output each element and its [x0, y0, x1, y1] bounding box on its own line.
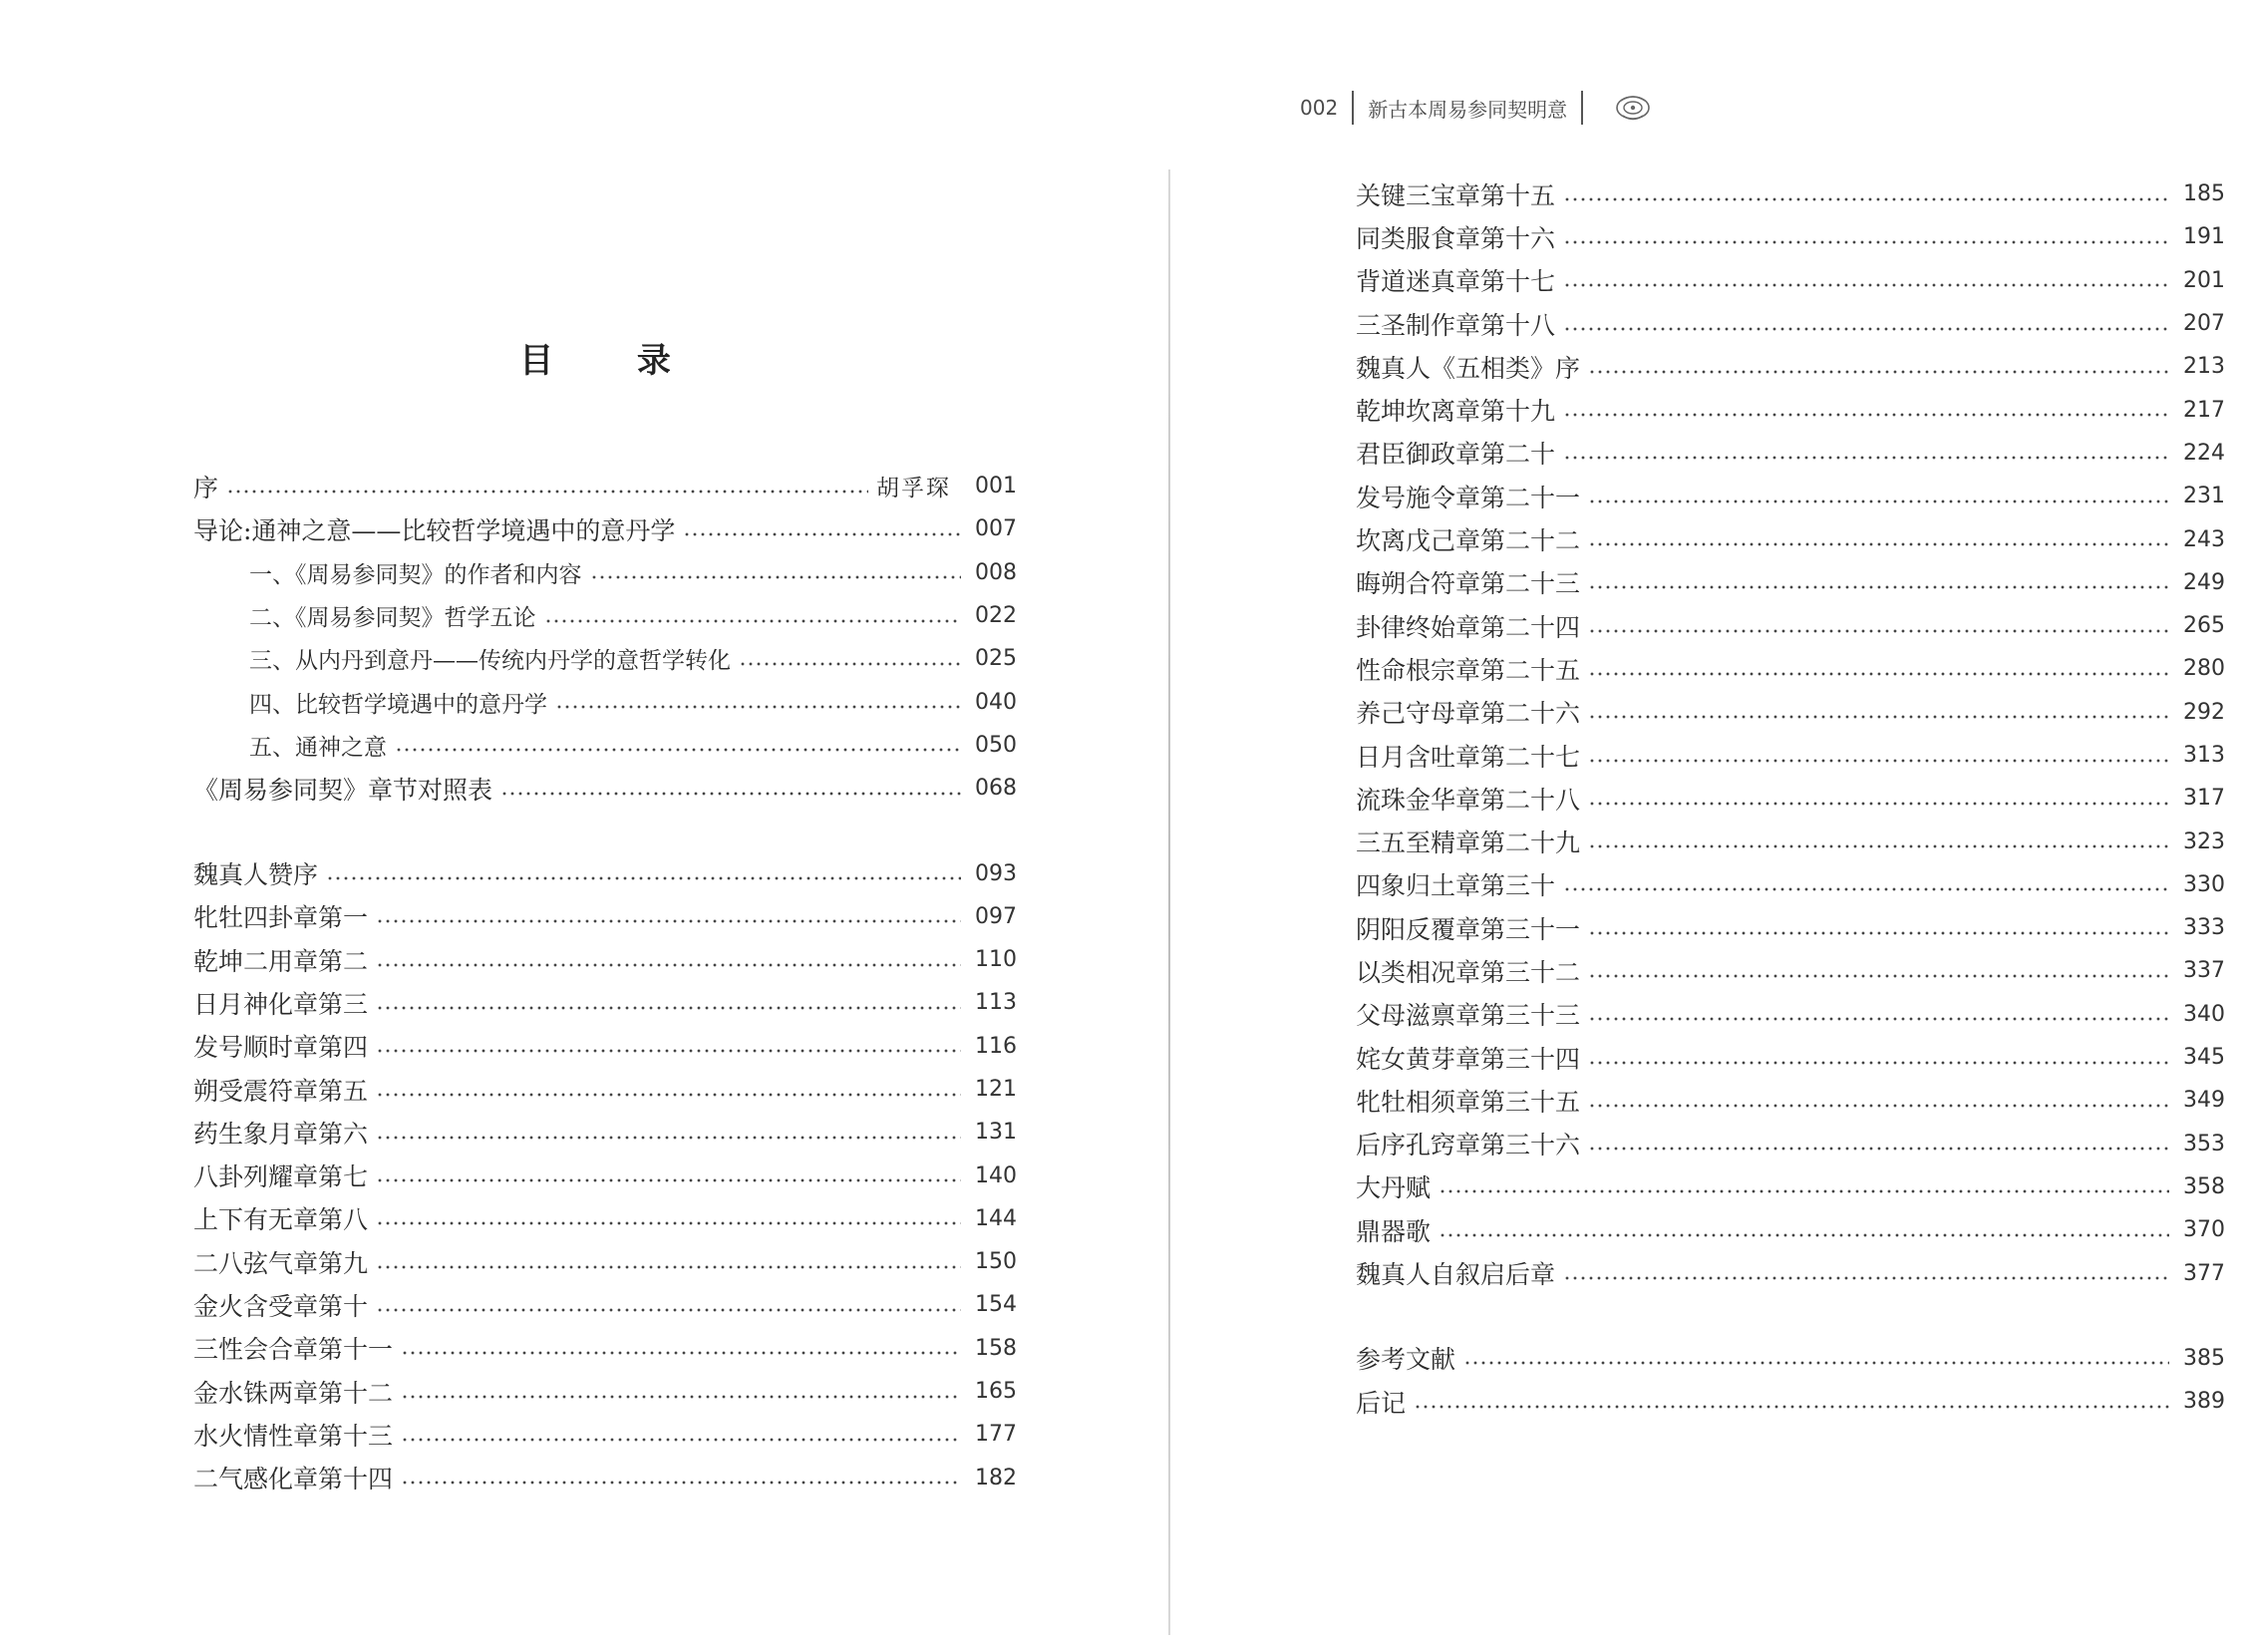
toc-dot-leader — [1463, 1361, 2169, 1365]
toc-entry — [193, 1413, 1017, 1456]
toc-title: 目 录 — [519, 341, 707, 381]
toc-entry-label: 魏真人赞序 — [193, 860, 319, 890]
toc-entry — [193, 1025, 1017, 1068]
toc-dot-leader — [1588, 715, 2169, 719]
toc-entry — [1356, 1036, 2225, 1079]
toc-entry — [1356, 345, 2225, 388]
toc-entry-page: 116 — [975, 1033, 1017, 1059]
toc-entry-page: 001 — [975, 474, 1017, 499]
toc-entry-page: 140 — [975, 1162, 1017, 1188]
toc-dot-leader — [226, 490, 868, 494]
toc-entry — [1356, 691, 2225, 734]
toc-dot-leader — [1588, 499, 2169, 503]
toc-dot-leader — [1588, 1017, 2169, 1021]
toc-entry — [193, 680, 1017, 723]
toc-dot-leader — [1588, 1061, 2169, 1065]
toc-entry — [193, 767, 1017, 810]
toc-entry-label: 后序孔窍章第三十六 — [1356, 1131, 1581, 1160]
toc-entry — [1356, 949, 2225, 992]
toc-entry-page: 330 — [2183, 871, 2225, 897]
toc-entry-label: 同类服食章第十六 — [1356, 223, 1556, 253]
toc-entry-page: 093 — [975, 860, 1017, 886]
toc-dot-leader — [739, 662, 961, 666]
toc-entry-label: 养己守母章第二十六 — [1356, 699, 1581, 729]
toc-dot-leader — [401, 1351, 961, 1355]
toc-dot-leader — [1439, 1233, 2169, 1237]
toc-entry — [1356, 777, 2225, 820]
toc-entry — [1356, 302, 2225, 345]
toc-entry-label: 坎离戊己章第二十二 — [1356, 526, 1581, 556]
toc-entry — [193, 594, 1017, 637]
toc-list-left — [193, 465, 1017, 1499]
toc-dot-leader — [500, 792, 961, 796]
toc-entry-page: 207 — [2183, 311, 2225, 337]
toc-entry-page: 389 — [2183, 1389, 2225, 1415]
toc-entry-page: 150 — [975, 1249, 1017, 1275]
toc-entry-label: 牝牡四卦章第一 — [193, 903, 369, 933]
toc-entry-page: 008 — [975, 559, 1017, 585]
toc-dot-leader — [1563, 887, 2169, 891]
header-page-number: 002 — [1300, 96, 1339, 120]
toc-entry-label: 背道迷真章第十七 — [1356, 267, 1556, 297]
toc-entry-label: 三圣制作章第十八 — [1356, 310, 1556, 340]
toc-dot-leader — [1588, 672, 2169, 676]
toc-entry-label: 二、《周易参同契》哲学五论 — [249, 605, 536, 632]
toc-entry-page: 317 — [2183, 786, 2225, 812]
toc-entry-page: 185 — [2183, 181, 2225, 207]
toc-entry-page: 007 — [975, 516, 1017, 542]
toc-dot-leader — [1563, 240, 2169, 244]
toc-dot-leader — [1563, 283, 2169, 287]
toc-dot-leader — [683, 532, 961, 536]
toc-entry-label: 参考文献 — [1356, 1345, 1456, 1375]
toc-entry-page: 158 — [975, 1335, 1017, 1361]
toc-dot-leader — [376, 1265, 961, 1269]
toc-entry-page: 349 — [2183, 1088, 2225, 1114]
toc-entry — [193, 465, 1017, 507]
toc-entry-page: 337 — [2183, 958, 2225, 984]
toc-entry-label: 父母滋禀章第三十三 — [1356, 1001, 1581, 1031]
toc-entry — [1356, 906, 2225, 949]
toc-entry-page: 177 — [975, 1422, 1017, 1448]
right-page — [1172, 0, 2241, 1652]
toc-dot-leader — [544, 619, 962, 623]
toc-entry — [193, 851, 1017, 894]
toc-entry — [1356, 604, 2225, 647]
toc-entry-label: 四、比较哲学境遇中的意丹学 — [249, 691, 547, 718]
toc-entry-label: 魏真人《五相类》序 — [1356, 353, 1581, 383]
toc-entry — [193, 724, 1017, 767]
toc-entry — [1356, 1251, 2225, 1294]
toc-entry — [1356, 475, 2225, 517]
toc-dot-leader — [1563, 1276, 2169, 1280]
toc-dot-leader — [555, 705, 961, 709]
toc-entry — [193, 1154, 1017, 1196]
toc-entry-page: 131 — [975, 1120, 1017, 1146]
toc-entry-page: 243 — [2183, 526, 2225, 552]
toc-entry-label: 三、从内丹到意丹——传统内丹学的意哲学转化 — [249, 648, 731, 675]
toc-entry-page: 113 — [975, 990, 1017, 1016]
toc-entry-page: 313 — [2183, 743, 2225, 768]
toc-entry-page: 182 — [975, 1465, 1017, 1490]
toc-entry-page: 292 — [2183, 699, 2225, 725]
toc-entry-page: 121 — [975, 1077, 1017, 1102]
toc-entry-page: 224 — [2183, 440, 2225, 466]
toc-entry — [193, 938, 1017, 981]
toc-dot-leader — [1588, 370, 2169, 374]
toc-entry-page: 213 — [2183, 354, 2225, 380]
toc-entry-label: 性命根宗章第二十五 — [1356, 655, 1581, 685]
toc-entry-page: 345 — [2183, 1045, 2225, 1071]
toc-entry-label: 关键三宝章第十五 — [1356, 180, 1556, 210]
toc-entry — [1356, 561, 2225, 604]
toc-entry — [193, 1197, 1017, 1240]
toc-entry-label: 晦朔合符章第二十三 — [1356, 569, 1581, 599]
toc-entry-label: 君臣御政章第二十 — [1356, 440, 1556, 470]
toc-entry — [1356, 432, 2225, 475]
toc-entry — [1356, 1337, 2225, 1380]
toc-entry-label: 乾坤坎离章第十九 — [1356, 397, 1556, 427]
toc-dot-leader — [376, 963, 961, 967]
toc-entry-page: 097 — [975, 903, 1017, 929]
toc-dot-leader — [1414, 1405, 2169, 1409]
toc-list-right — [1356, 172, 2225, 1423]
toc-entry-label: 卦律终始章第二十四 — [1356, 612, 1581, 642]
toc-entry — [193, 1327, 1017, 1370]
toc-entry — [193, 637, 1017, 680]
toc-entry-label: 八卦列耀章第七 — [193, 1162, 369, 1192]
toc-entry-page: 358 — [2183, 1173, 2225, 1199]
toc-entry-label: 二八弦气章第九 — [193, 1248, 369, 1278]
toc-entry-label: 上下有无章第八 — [193, 1205, 369, 1235]
toc-entry-label: 姹女黄芽章第三十四 — [1356, 1044, 1581, 1074]
toc-dot-leader — [1588, 629, 2169, 633]
toc-dot-leader — [401, 1395, 961, 1399]
toc-entry — [1356, 647, 2225, 690]
toc-entry — [1356, 863, 2225, 906]
toc-entry — [193, 1457, 1017, 1499]
toc-entry-page: 280 — [2183, 656, 2225, 682]
toc-entry-label: 水火情性章第十三 — [193, 1421, 394, 1451]
toc-entry-page: 025 — [975, 646, 1017, 672]
toc-entry-label: 魏真人自叙启后章 — [1356, 1260, 1556, 1290]
toc-entry-label: 后记 — [1356, 1388, 1407, 1418]
toc-entry-page: 249 — [2183, 569, 2225, 595]
toc-dot-leader — [1588, 759, 2169, 763]
toc-entry-label: 牝牡相须章第三十五 — [1356, 1087, 1581, 1117]
toc-entry — [193, 1283, 1017, 1326]
toc-dot-leader — [1588, 974, 2169, 978]
toc-dot-leader — [395, 748, 961, 752]
toc-entry-page: 385 — [2183, 1345, 2225, 1371]
toc-dot-leader — [326, 876, 961, 880]
toc-entry — [193, 507, 1017, 550]
toc-dot-leader — [376, 1136, 961, 1140]
toc-entry-page: 265 — [2183, 613, 2225, 639]
toc-entry-page: 377 — [2183, 1260, 2225, 1286]
seal-logo-icon — [1613, 91, 1653, 125]
toc-dot-leader — [1588, 802, 2169, 806]
toc-entry — [193, 981, 1017, 1024]
toc-entry — [193, 1111, 1017, 1154]
toc-entry-label: 以类相况章第三十二 — [1356, 957, 1581, 987]
toc-entry-label: 日月含吐章第二十七 — [1356, 742, 1581, 772]
running-header — [1300, 88, 1653, 128]
toc-dot-leader — [1588, 585, 2169, 589]
toc-entry — [1356, 1208, 2225, 1251]
toc-entry-label: 发号顺时章第四 — [193, 1033, 369, 1063]
toc-entry-label: 四象归土章第三十 — [1356, 871, 1556, 901]
toc-dot-leader — [1563, 413, 2169, 417]
toc-entry-page: 068 — [975, 776, 1017, 802]
toc-dot-leader — [1588, 542, 2169, 546]
toc-entry-page: 323 — [2183, 828, 2225, 854]
toc-dot-leader — [376, 919, 961, 923]
toc-entry-label: 三性会合章第十一 — [193, 1335, 394, 1365]
toc-entry-label: 药生象月章第六 — [193, 1119, 369, 1149]
toc-entry — [193, 1068, 1017, 1111]
toc-entry-label: 五、通神之意 — [249, 734, 387, 761]
toc-entry-label: 《周易参同契》章节对照表 — [193, 775, 493, 805]
toc-dot-leader — [590, 575, 962, 579]
toc-entry-page: 370 — [2183, 1217, 2225, 1243]
toc-dot-leader — [1439, 1189, 2169, 1193]
toc-entry-page: 110 — [975, 947, 1017, 973]
toc-dot-leader — [376, 1093, 961, 1097]
toc-entry — [1356, 215, 2225, 258]
toc-dot-leader — [401, 1481, 961, 1485]
toc-entry-page: 022 — [975, 603, 1017, 629]
toc-entry-label: 三五至精章第二十九 — [1356, 828, 1581, 858]
toc-dot-leader — [376, 1049, 961, 1053]
toc-entry-author: 胡孚琛 — [876, 476, 951, 502]
toc-entry-label: 流珠金华章第二十八 — [1356, 785, 1581, 815]
toc-entry-label: 阴阳反覆章第三十一 — [1356, 914, 1581, 944]
toc-entry-page: 231 — [2183, 484, 2225, 509]
toc-entry-label: 金水铢两章第十二 — [193, 1378, 394, 1408]
toc-entry-label: 金火含受章第十 — [193, 1291, 369, 1321]
toc-dot-leader — [401, 1438, 961, 1442]
toc-dot-leader — [376, 1308, 961, 1312]
toc-entry-page: 333 — [2183, 915, 2225, 941]
toc-entry-page: 040 — [975, 689, 1017, 715]
toc-entry-label: 发号施令章第二十一 — [1356, 483, 1581, 512]
toc-dot-leader — [376, 1006, 961, 1010]
toc-entry-page: 165 — [975, 1379, 1017, 1405]
toc-entry-label: 鼎器歌 — [1356, 1216, 1432, 1246]
toc-dot-leader — [1588, 844, 2169, 848]
toc-entry-label: 乾坤二用章第二 — [193, 946, 369, 976]
toc-entry-page: 050 — [975, 732, 1017, 758]
toc-entry — [1356, 1380, 2225, 1423]
toc-dot-leader — [1563, 197, 2169, 201]
header-divider — [1581, 91, 1583, 125]
toc-entry-page: 154 — [975, 1292, 1017, 1318]
toc-entry-label: 序 — [193, 473, 219, 502]
toc-dot-leader — [1588, 931, 2169, 935]
toc-entry-page: 144 — [975, 1205, 1017, 1231]
toc-entry-label: 日月神化章第三 — [193, 989, 369, 1019]
book-gutter — [1168, 169, 1170, 1635]
header-book-title: 新古本周易参同契明意 — [1368, 97, 1568, 122]
toc-entry — [1356, 388, 2225, 431]
toc-entry-page: 191 — [2183, 224, 2225, 250]
toc-entry — [1356, 172, 2225, 215]
toc-entry-label: 大丹赋 — [1356, 1173, 1432, 1203]
toc-dot-leader — [1588, 1147, 2169, 1151]
toc-dot-leader — [1563, 456, 2169, 460]
toc-entry — [1356, 1079, 2225, 1122]
toc-entry-page: 217 — [2183, 397, 2225, 423]
toc-entry — [193, 895, 1017, 938]
header-divider — [1352, 91, 1354, 125]
toc-entry-label: 朔受震符章第五 — [193, 1076, 369, 1106]
toc-dot-leader — [1563, 327, 2169, 331]
toc-entry — [193, 1240, 1017, 1283]
toc-entry-label: 导论:通神之意——比较哲学境遇中的意丹学 — [193, 515, 676, 545]
toc-entry-page: 201 — [2183, 267, 2225, 293]
toc-entry — [1356, 259, 2225, 302]
toc-entry-page: 340 — [2183, 1001, 2225, 1027]
toc-dot-leader — [376, 1221, 961, 1225]
toc-entry — [193, 1370, 1017, 1413]
toc-entry — [1356, 734, 2225, 777]
toc-entry — [1356, 1165, 2225, 1208]
toc-entry — [1356, 517, 2225, 560]
toc-entry — [1356, 820, 2225, 862]
toc-dot-leader — [376, 1178, 961, 1182]
toc-entry-label: 一、《周易参同契》的作者和内容 — [249, 561, 582, 588]
toc-dot-leader — [1588, 1104, 2169, 1108]
toc-entry-label: 二气感化章第十四 — [193, 1465, 394, 1494]
toc-entry-page: 353 — [2183, 1131, 2225, 1156]
toc-entry — [1356, 993, 2225, 1036]
toc-entry — [1356, 1123, 2225, 1165]
toc-entry — [193, 551, 1017, 594]
